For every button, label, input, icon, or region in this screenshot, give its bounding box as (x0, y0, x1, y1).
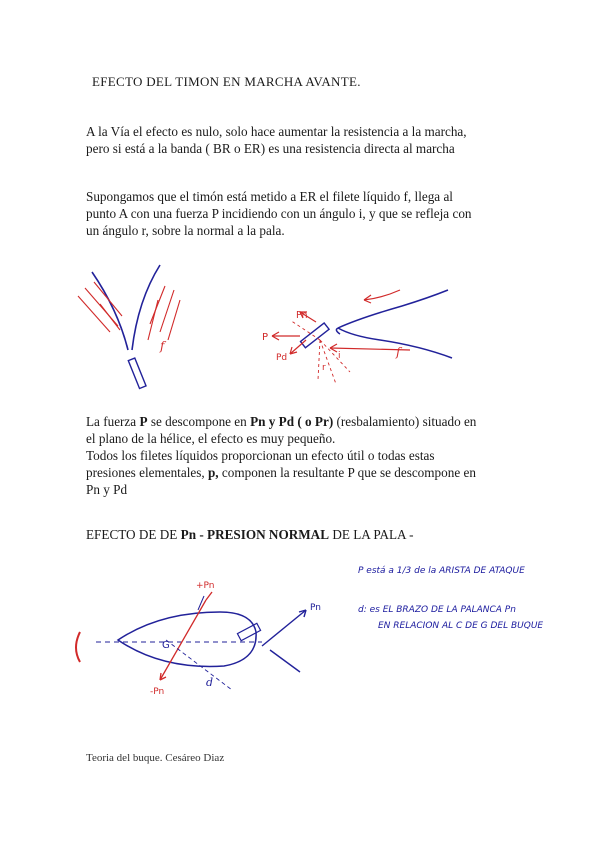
text-line: Supongamos que el timón está metido a ER el filete líquido f, llega al (86, 189, 453, 204)
pn-label-hull: Pn (310, 603, 321, 613)
handwritten-note: P está a 1/3 de la ARISTA DE ATAQUE (358, 566, 525, 576)
handwritten-note: d: es EL BRAZO DE LA PALANCA Pn (358, 605, 516, 615)
text-line: un ángulo r, sobre la normal a la pala. (86, 223, 285, 238)
text-line: pero si está a la banda ( BR o ER) es una resistencia directa al marcha (86, 141, 455, 156)
plus-pn-label: +Pn (196, 581, 215, 591)
text-line: La fuerza P se descompone en Pn y Pd ( o Pr) (resbalamiento) situado en (86, 414, 477, 429)
pd-label: Pd (276, 353, 288, 363)
text-line: el plano de la hélice, el efecto es muy pequeño. (86, 431, 336, 446)
text-line: presiones elementales, p, componen la resultante P que se descompone en (86, 465, 476, 480)
text-line: punto A con una fuerza P incidiendo con un ángulo i, y que se refleja con (86, 206, 472, 221)
pn-label: Pn (296, 310, 308, 321)
page-title: EFECTO DEL TIMON EN MARCHA AVANTE. (92, 74, 361, 89)
d-label: d (206, 676, 214, 689)
section-title: EFECTO DE DE Pn - PRESION NORMAL DE LA PALA - (86, 527, 414, 542)
text-line: A la Vía el efecto es nulo, solo hace aumentar la resistencia a la marcha, (86, 124, 467, 139)
r-label: r (322, 363, 326, 373)
text-line: Todos los filetes líquidos proporcionan un efecto útil o todas estas (86, 448, 435, 463)
footer-text: Teoria del buque. Cesáreo Diaz (86, 752, 225, 764)
g-label: G (162, 640, 170, 651)
handwritten-note: EN RELACION AL C DE G DEL BUQUE (378, 621, 544, 631)
p-label: P (262, 332, 269, 343)
f-label-right: f (396, 345, 401, 359)
minus-pn-label: -Pn (150, 687, 165, 697)
i-label: i (338, 351, 341, 361)
f-label-left: f (160, 339, 165, 353)
text-line: Pn y Pd (86, 482, 128, 497)
